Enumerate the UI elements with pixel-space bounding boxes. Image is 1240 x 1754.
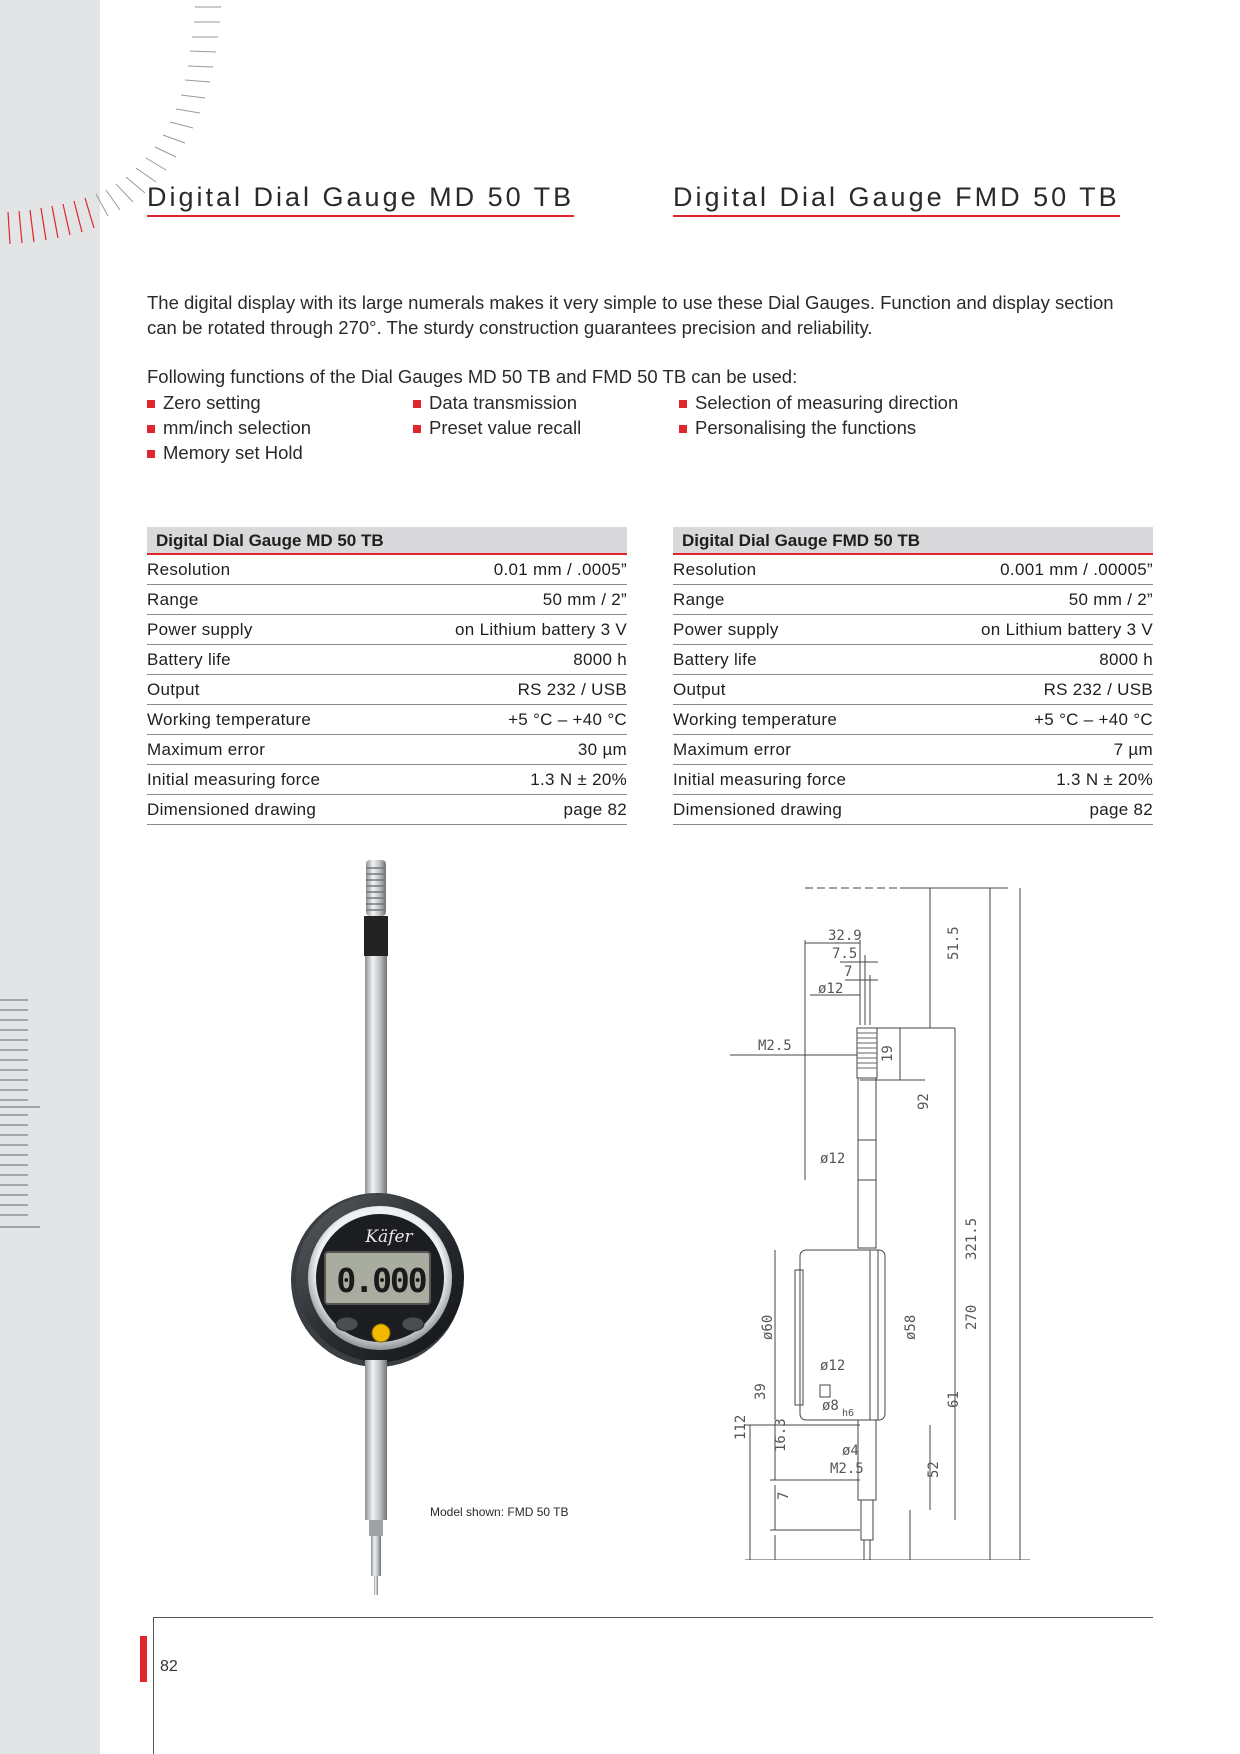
table-row: Initial measuring force 1.3 N ± 20% [673, 765, 1153, 795]
title-md50tb: Digital Dial Gauge MD 50 TB [147, 182, 574, 217]
dim-label: ø12 [818, 981, 844, 997]
dim-label: 270 [964, 1304, 980, 1330]
spec-table-fmd50tb [673, 527, 1153, 825]
dim-label: 39 [753, 1383, 769, 1400]
function-item: mm/inch selection [147, 415, 413, 440]
function-item: Preset value recall [413, 415, 679, 440]
spec-table-md50tb [147, 527, 627, 825]
dim-label: 7 [844, 964, 853, 980]
table-row: Maximum error 7 µm [673, 735, 1153, 765]
dim-label: 32.9 [828, 928, 862, 944]
dim-label: 16.3 [773, 1418, 789, 1452]
lcd-readout: 0.000 [336, 1261, 426, 1300]
dim-label: 92 [916, 1093, 932, 1110]
bullet-square-icon [413, 425, 421, 433]
dim-label: 7.5 [832, 946, 858, 962]
table-row: Working temperature +5 °C – +40 °C [673, 705, 1153, 735]
table-row: Battery life 8000 h [673, 645, 1153, 675]
dim-label: 52 [926, 1461, 942, 1478]
table-row: Output RS 232 / USB [673, 675, 1153, 705]
bullet-square-icon [147, 450, 155, 458]
dim-label: 321.5 [964, 1217, 980, 1260]
function-item: Selection of measuring direction [679, 390, 1019, 415]
dimensioned-drawing [730, 880, 1030, 1560]
dim-label: h6 [842, 1408, 855, 1419]
dim-label: ø12 [820, 1151, 846, 1167]
function-item: Personalising the functions [679, 415, 1019, 440]
table-row: Battery life 8000 h [147, 645, 627, 675]
bullet-square-icon [679, 425, 687, 433]
function-item: Zero setting [147, 390, 413, 415]
spec-table-title: Digital Dial Gauge MD 50 TB [147, 527, 627, 555]
dim-label: ø60 [760, 1314, 776, 1340]
dim-label: M2.5 [758, 1038, 792, 1054]
functions-list [147, 390, 1047, 465]
function-item: Memory set Hold [147, 440, 413, 465]
brand-logo: Käfer [365, 1227, 413, 1247]
table-row: Output RS 232 / USB [147, 675, 627, 705]
dim-label: ø8 [822, 1398, 839, 1414]
function-item: Data transmission [413, 390, 679, 415]
table-row: Dimensioned drawing page 82 [673, 795, 1153, 825]
dim-label: 61 [946, 1391, 962, 1408]
spec-table-title: Digital Dial Gauge FMD 50 TB [673, 527, 1153, 555]
dial-gauge-photo [285, 860, 505, 1595]
table-row: Range 50 mm / 2” [673, 585, 1153, 615]
table-row: Power supply on Lithium battery 3 V [673, 615, 1153, 645]
dim-label: M2.5 [830, 1461, 864, 1477]
dim-label: ø4 [842, 1443, 859, 1459]
title-fmd50tb: Digital Dial Gauge FMD 50 TB [673, 182, 1120, 217]
decorative-tick-marks [0, 0, 260, 1754]
functions-heading: Following functions of the Dial Gauges MD 50 TB and FMD 50 TB can be used: [147, 366, 798, 387]
table-row: Range 50 mm / 2” [147, 585, 627, 615]
bullet-square-icon [147, 425, 155, 433]
table-row: Initial measuring force 1.3 N ± 20% [147, 765, 627, 795]
table-row: Resolution 0.001 mm / .00005” [673, 555, 1153, 585]
dim-label: 7 [776, 1491, 792, 1500]
table-row: Maximum error 30 µm [147, 735, 627, 765]
footer-vertical-rule [153, 1617, 154, 1754]
dim-label: 112 [733, 1414, 749, 1440]
dim-label: 51.5 [946, 926, 962, 960]
page-number: 82 [160, 1658, 178, 1675]
table-row: Power supply on Lithium battery 3 V [147, 615, 627, 645]
bullet-square-icon [147, 400, 155, 408]
table-row: Dimensioned drawing page 82 [147, 795, 627, 825]
table-row: Resolution 0.01 mm / .0005” [147, 555, 627, 585]
footer-rule [153, 1617, 1153, 1618]
bullet-square-icon [413, 400, 421, 408]
dim-label: 19 [880, 1045, 896, 1062]
page-marker [140, 1636, 147, 1682]
photo-caption: Model shown: FMD 50 TB [430, 1505, 569, 1519]
dim-label: ø12 [820, 1358, 846, 1374]
dim-label: ø58 [903, 1314, 919, 1340]
intro-paragraph: The digital display with its large numerals makes it very simple to use these Dial Gauges. Function and display section can be rotated through 270°. The sturdy construction guarantees precision and reliability. [147, 292, 1114, 338]
bullet-square-icon [679, 400, 687, 408]
table-row: Working temperature +5 °C – +40 °C [147, 705, 627, 735]
